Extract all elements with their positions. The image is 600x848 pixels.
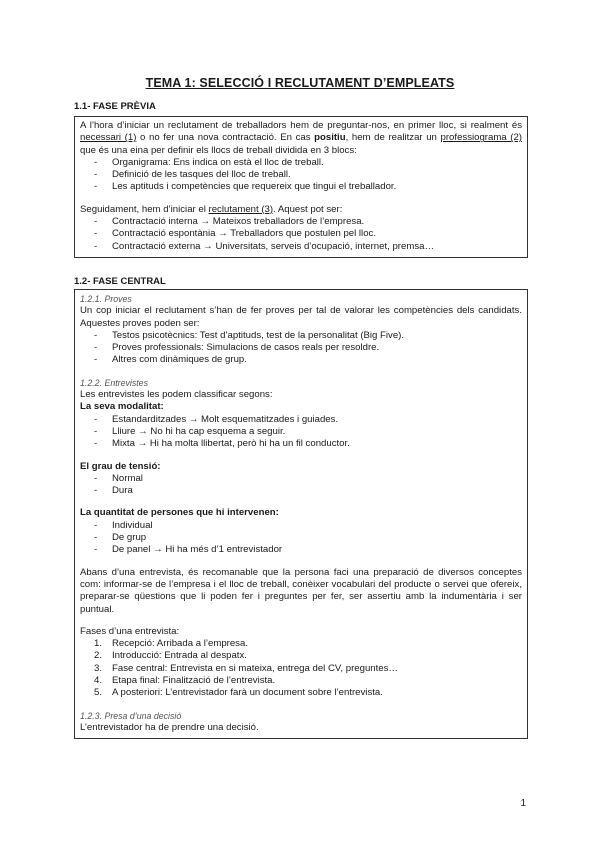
text-segment: . Aquest pot ser: <box>273 203 343 215</box>
paragraph-reclutament <box>80 204 522 216</box>
list-item <box>94 675 522 687</box>
list-contractacio <box>80 216 522 253</box>
list-text: A posteriori: L’entrevistador farà un document sobre l’entrevista. <box>112 687 383 699</box>
list-item: - Individual <box>94 520 522 532</box>
list-item: - Testos psicotècnics: Test d’aptituds, test de la personalitat (Big Five). <box>94 330 522 342</box>
list-item: - Dura <box>94 485 522 497</box>
paragraph-intro <box>80 120 522 157</box>
list-number: 4. <box>94 675 103 687</box>
term-necessari: necessari (1) <box>80 132 137 144</box>
list-item: - Lliure → No hi ha cap esquema a seguir. <box>94 426 522 438</box>
section-heading-fase-previa: 1.1- FASE PRÈVIA <box>74 101 156 112</box>
paragraph-entrevistes: Les entrevistes les podem classificar segons: <box>80 389 273 401</box>
subheading-decisio: 1.2.3. Presa d’una decisió <box>80 710 182 721</box>
text-segment: que és una eina per definir els llocs de treball dividida en 3 blocs: <box>80 144 357 156</box>
text-segment: , hem de realitzar un <box>345 132 441 144</box>
section-box-fase-previa <box>74 116 528 258</box>
list-item: - Contractació espontània → Treballadors que postulen pel lloc. <box>94 228 522 240</box>
list-item: - De grup <box>94 532 522 544</box>
list-fases <box>80 638 522 699</box>
list-item <box>94 663 522 675</box>
list-modalitat <box>80 414 522 451</box>
paragraph-decisio: L’entrevistador ha de prendre una decisió. <box>80 721 259 733</box>
list-text: Fase central: Entrevista en si mateixa, entrega del CV, preguntes… <box>112 662 399 674</box>
page-number: 1 <box>520 798 526 809</box>
list-number: 1. <box>94 638 103 650</box>
paragraph-proves: Un cop iniciar el reclutament s’han de fer proves per tal de valorar les competències dels candidats. Aquestes proves poden ser: <box>80 305 522 329</box>
page-title: TEMA 1: SELECCIÓ I RECLUTAMENT D’EMPLEATS <box>145 76 455 90</box>
list-item: - De panel → Hi ha més d’1 entrevistador <box>94 544 522 556</box>
list-item: - Les aptituds i competències que requereix que tingui el treballador. <box>94 181 522 193</box>
term-reclutament: reclutament (3) <box>208 203 274 215</box>
list-professiograma-blocs <box>80 157 522 194</box>
list-item: - Altres com dinàmiques de grup. <box>94 354 522 366</box>
text-segment: A l’hora d’iniciar un reclutament de treballadors hem de preguntar-nos, en primer lloc, si realment és <box>80 120 522 131</box>
term-professiograma: professiograma (2) <box>440 132 523 144</box>
list-number: 2. <box>94 650 103 662</box>
text-segment: Seguidament, hem d’iniciar el <box>80 203 209 215</box>
paragraph-fases: Fases d’una entrevista: <box>80 625 180 637</box>
list-item: - Contractació externa → Universitats, serveis d’ocupació, internet, premsa… <box>94 241 522 253</box>
section-heading-fase-central: 1.2- FASE CENTRAL <box>74 276 166 287</box>
list-item: - Definició de les tasques del lloc de treball. <box>94 169 522 181</box>
term-positiu: positiu <box>314 132 346 144</box>
list-item <box>94 638 522 650</box>
list-text: Recepció: Arribada a l’empresa. <box>112 638 248 650</box>
heading-persones: La quantitat de persones que hi intervenen: <box>80 507 279 519</box>
list-item: - Contractació interna → Mateixos treballadors de l’empresa. <box>94 216 522 228</box>
list-proves <box>80 330 522 367</box>
list-item: - Normal <box>94 473 522 485</box>
list-persones <box>80 520 522 557</box>
list-tensio <box>80 473 522 498</box>
heading-modalitat: La seva modalitat: <box>80 401 164 413</box>
list-number: 3. <box>94 662 103 674</box>
subheading-proves: 1.2.1. Proves <box>80 294 132 304</box>
list-item: - Proves professionals: Simulacions de casos reals per resoldre. <box>94 342 522 354</box>
subheading-entrevistes: 1.2.2. Entrevistes <box>80 377 148 388</box>
text-segment: o no fer una nova contractació. En cas <box>136 132 315 144</box>
list-text: Etapa final: Finalització de l’entrevista. <box>112 675 276 687</box>
paragraph-preparacio: Abans d’una entrevista, és recomanable que la persona faci una preparació de diversos conceptes com: informar-se de l’empresa i el lloc de treball, conèixer vocabulari del producte o servei que ofereix, preparar-se qüestions que li poden fer i preguntes per fer, ser assertiu amb la indumentària i ser puntual. <box>80 566 522 615</box>
list-item: - Mixta → Hi ha molta llibertat, però hi ha un fil conductor. <box>94 438 522 450</box>
list-text: Introducció: Entrada al despatx. <box>112 650 247 662</box>
list-number: 5. <box>94 687 103 699</box>
list-item: - Estandarditzades → Molt esquematitzades i guiades. <box>94 414 522 426</box>
list-item: - Organigrama: Ens indica on està el lloc de treball. <box>94 157 522 169</box>
list-item <box>94 687 522 699</box>
heading-tensio: El grau de tensió: <box>80 460 161 472</box>
list-item <box>94 650 522 662</box>
section-box-fase-central <box>74 289 528 739</box>
